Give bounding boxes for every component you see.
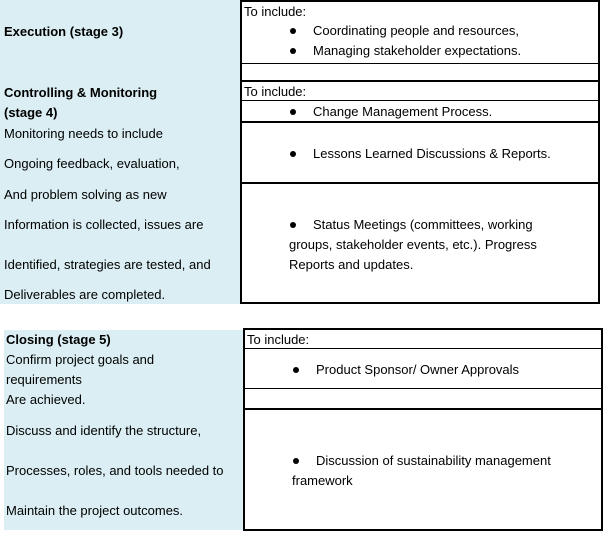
controlling-box-divider-1 xyxy=(242,100,598,101)
controlling-bullet-3-line-3: Reports and updates. xyxy=(289,257,414,272)
closing-box-divider-1 xyxy=(245,348,601,349)
monitoring-line-4: Information is collected, issues are xyxy=(4,217,204,232)
closing-line-5: Processes, roles, and tools needed to xyxy=(6,463,224,478)
controlling-bullet-1: Change Management Process. xyxy=(313,104,493,119)
closing-stage-title: Closing (stage 5) xyxy=(6,332,111,347)
closing-line-6: Maintain the project outcomes. xyxy=(6,503,184,518)
controlling-bullet-2: Lessons Learned Discussions & Reports. xyxy=(313,146,551,161)
monitoring-line-3: And problem solving as new xyxy=(4,187,167,202)
controlling-bullet-3-line-2: groups, stakeholder events, etc.). Progress xyxy=(289,237,537,252)
controlling-stage-subtitle: (stage 4) xyxy=(4,105,58,120)
closing-line-1: Confirm project goals and xyxy=(6,352,155,367)
execution-bullet-1: Coordinating people and resources, xyxy=(313,23,519,38)
monitoring-line-6: Deliverables are completed. xyxy=(4,287,166,302)
execution-bullet-2: Managing stakeholder expectations. xyxy=(313,43,522,58)
bullet-icon xyxy=(290,222,296,228)
execution-box-divider xyxy=(242,63,598,64)
bullet-icon xyxy=(293,367,299,373)
controlling-include-label: To include: xyxy=(244,84,307,99)
monitoring-line-1: Monitoring needs to include xyxy=(4,126,163,141)
closing-box-divider-3 xyxy=(245,408,601,410)
execution-stage-title: Execution (stage 3) xyxy=(4,24,124,39)
bullet-icon xyxy=(290,48,296,54)
controlling-box-divider-3 xyxy=(242,182,598,184)
bullet-icon xyxy=(293,458,299,464)
closing-bullet-2-line-1: Discussion of sustainability management xyxy=(316,453,551,468)
bullet-icon xyxy=(290,151,296,157)
controlling-stage-title: Controlling & Monitoring xyxy=(4,85,158,100)
closing-bullet-2-line-2: framework xyxy=(292,473,353,488)
monitoring-line-2: Ongoing feedback, evaluation, xyxy=(4,156,180,171)
controlling-box-divider-2 xyxy=(242,121,598,123)
closing-line-2: requirements xyxy=(6,372,82,387)
closing-box-divider-2 xyxy=(245,388,601,389)
closing-include-label: To include: xyxy=(247,332,310,347)
execution-include-label: To include: xyxy=(244,4,307,19)
controlling-bullet-3-line-1: Status Meetings (committees, working xyxy=(313,217,533,232)
closing-line-4: Discuss and identify the structure, xyxy=(6,423,202,438)
bullet-icon xyxy=(290,109,296,115)
closing-bullet-1: Product Sponsor/ Owner Approvals xyxy=(316,362,520,377)
closing-include-box xyxy=(243,328,603,531)
monitoring-line-5: Identified, strategies are tested, and xyxy=(4,257,211,272)
closing-line-3: Are achieved. xyxy=(6,392,86,407)
bullet-icon xyxy=(290,28,296,34)
